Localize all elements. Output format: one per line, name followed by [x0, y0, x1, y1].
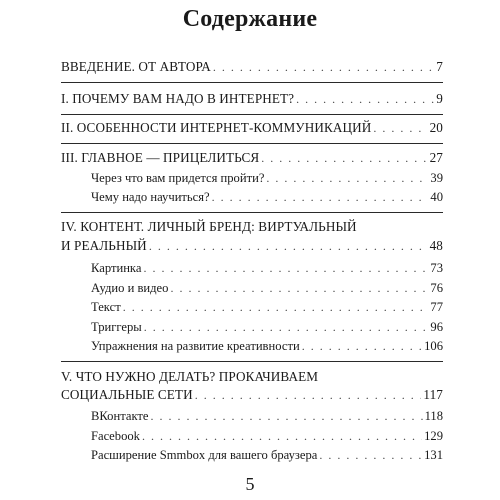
toc-entry-page: 39 — [430, 171, 443, 185]
toc-entry-page: 48 — [429, 238, 443, 253]
toc-entry-label: II. ОСОБЕННОСТИ ИНТЕРНЕТ-КОММУНИКАЦИЙ — [61, 120, 372, 135]
toc-entry-label: Через что вам придется пройти? — [91, 171, 265, 185]
toc-subentry — [91, 339, 443, 354]
toc-entry-label: Упражнения на развитие креативности — [91, 339, 300, 353]
leader-dots — [302, 339, 422, 354]
section-divider — [61, 361, 443, 362]
toc-entry-chapter-5 — [61, 387, 443, 403]
toc-subentry — [91, 281, 443, 296]
toc-entry-page: 73 — [430, 261, 443, 275]
leader-dots — [266, 171, 428, 186]
leader-dots — [319, 448, 422, 463]
toc-entry-label: Картинка — [91, 261, 142, 275]
toc-entry-page: 106 — [424, 339, 443, 353]
toc-entry-chapter-3 — [61, 150, 443, 166]
toc-entry-page: 9 — [436, 91, 443, 106]
leader-dots — [123, 300, 429, 315]
section-divider — [61, 82, 443, 83]
toc-entry-label: ВКонтакте — [91, 409, 149, 423]
toc-subentry — [91, 300, 443, 315]
toc-entry-label-line2: СОЦИАЛЬНЫЕ СЕТИ — [61, 387, 193, 402]
toc-subentry — [91, 320, 443, 335]
leader-dots — [151, 409, 423, 424]
toc-entry-label: Чему надо научиться? — [91, 190, 210, 204]
page-number: 5 — [245, 474, 255, 494]
toc-entry-page: 40 — [430, 190, 443, 204]
section-divider — [61, 114, 443, 115]
toc-entry-page: 7 — [436, 59, 443, 74]
toc-entry-label: Триггеры — [91, 320, 142, 334]
toc-entry-label: Аудио и видео — [91, 281, 169, 295]
toc-entry-page: 117 — [423, 387, 443, 402]
toc-entry-label: Facebook — [91, 429, 140, 443]
leader-dots — [296, 92, 434, 107]
toc-entry-page: 131 — [424, 448, 443, 462]
toc-entry-page: 118 — [424, 409, 443, 423]
toc-entry-label: Расширение Smmbox для вашего браузера — [91, 448, 318, 462]
toc-entry-page: 20 — [429, 120, 443, 135]
toc-entry-page: 129 — [424, 429, 443, 443]
leader-dots — [149, 239, 428, 254]
toc-entry-page: 77 — [430, 300, 443, 314]
page-title: Содержание — [182, 6, 318, 32]
toc-entry-chapter-2 — [61, 120, 443, 136]
toc-subentry — [91, 409, 443, 424]
section-divider — [61, 143, 443, 144]
toc-entry-label: ВВЕДЕНИЕ. ОТ АВТОРА — [61, 59, 211, 74]
toc-entry-label: I. ПОЧЕМУ ВАМ НАДО В ИНТЕРНЕТ? — [61, 91, 295, 106]
leader-dots — [144, 320, 429, 335]
toc-entry-page: 96 — [430, 320, 443, 334]
toc-entry-label: Текст — [91, 300, 121, 314]
leader-dots — [195, 388, 422, 403]
leader-dots — [142, 429, 422, 444]
leader-dots — [212, 190, 429, 205]
toc-entry-page: 76 — [430, 281, 443, 295]
leader-dots — [213, 60, 434, 75]
toc-entry-chapter-4 — [61, 238, 443, 254]
toc-subentry — [91, 171, 443, 186]
toc-entry-label-line2: И РЕАЛЬНЫЙ — [61, 238, 147, 253]
toc-subentry — [91, 261, 443, 276]
toc-subentry — [91, 190, 443, 205]
section-divider — [61, 212, 443, 213]
toc-entry-label: III. ГЛАВНОЕ — ПРИЦЕЛИТЬСЯ — [61, 150, 260, 165]
leader-dots — [170, 281, 428, 296]
toc-entry-label-line1: IV. КОНТЕНТ. ЛИЧНЫЙ БРЕНД: ВИРТУАЛЬНЫЙ — [61, 219, 357, 234]
leader-dots — [261, 151, 427, 166]
leader-dots — [143, 261, 428, 276]
toc-entry-page: 27 — [429, 150, 443, 165]
toc-entry-label-line1: V. ЧТО НУЖНО ДЕЛАТЬ? ПРОКАЧИВАЕМ — [61, 369, 319, 384]
toc-entry-introduction — [61, 59, 443, 75]
toc-subentry — [91, 429, 443, 444]
leader-dots — [373, 121, 427, 136]
toc-entry-chapter-1 — [61, 91, 443, 107]
toc-subentry — [91, 448, 443, 463]
